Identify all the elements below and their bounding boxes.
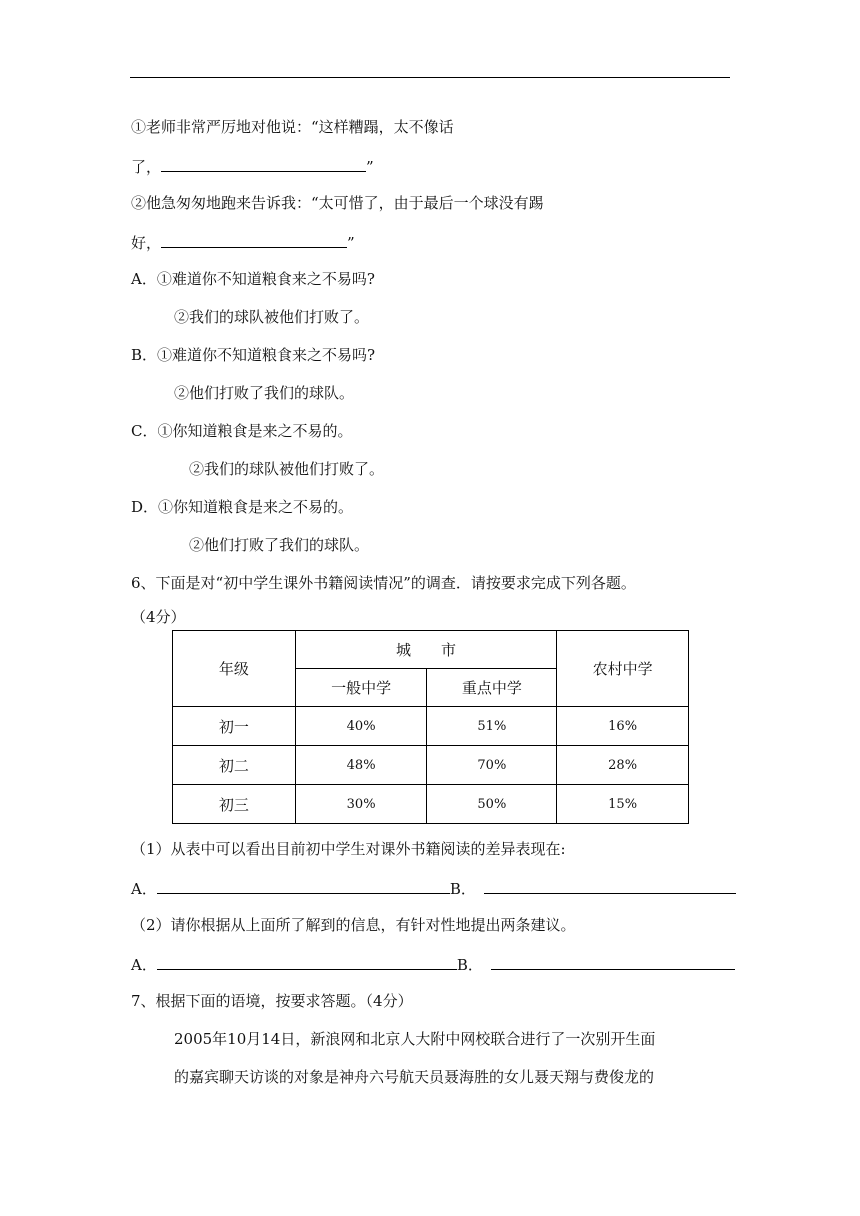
table-row	[173, 707, 689, 746]
cell-grade: 初二	[173, 746, 296, 785]
option-c-second: ②我们的球队被他们打败了。	[189, 460, 385, 478]
header-grade: 年级	[173, 631, 296, 707]
cell-general: 30%	[295, 785, 427, 824]
q5-line-2: 了， ”	[131, 155, 374, 177]
q6-sub1-answers	[131, 877, 736, 899]
option-b-second: ②他们打败了我们的球队。	[174, 384, 355, 402]
option-c-label: C．	[131, 422, 158, 440]
q7-paragraph-line-2: 的嘉宾聊天访谈的对象是神舟六号航天员聂海胜的女儿聂天翔与费俊龙的	[174, 1068, 655, 1086]
q6-sub2-answers	[131, 953, 735, 975]
table-row	[173, 746, 689, 785]
answer-blank[interactable]	[161, 155, 366, 172]
header-rural: 农村中学	[557, 631, 689, 707]
cell-grade: 初三	[173, 785, 296, 824]
q6-sub2: （2）请你根据从上面所了解到的信息，有针对性地提出两条建议。	[131, 916, 576, 934]
cell-key: 50%	[427, 785, 557, 824]
cell-general: 48%	[295, 746, 427, 785]
answer-a-blank[interactable]	[157, 877, 450, 894]
table-row	[173, 785, 689, 824]
q6-sub1: （1）从表中可以看出目前初中学生对课外书籍阅读的差异表现在:	[131, 840, 566, 858]
answer-b-blank[interactable]	[491, 953, 735, 970]
header-key-school: 重点中学	[427, 669, 557, 707]
cell-rural: 28%	[557, 746, 689, 785]
option-b	[131, 345, 375, 365]
cell-general: 40%	[295, 707, 427, 746]
header-city: 城 市	[295, 631, 557, 669]
option-c-first: ①你知道粮食是来之不易的。	[157, 422, 353, 440]
q5-line-3: ②他急匆匆地跑来告诉我：“太可惜了，由于最后一个球没有踢	[131, 194, 544, 212]
cell-rural: 15%	[557, 785, 689, 824]
answer-b-label: B．	[449, 880, 476, 898]
option-a	[131, 269, 375, 289]
q5-line-1: ①老师非常严厉地对他说：“这样糟蹋，太不像话	[131, 118, 454, 136]
answer-b-blank[interactable]	[484, 877, 736, 894]
q7-question: 7、根据下面的语境，按要求答题。（4分）	[131, 992, 413, 1010]
cell-key: 70%	[427, 746, 557, 785]
answer-a-label: A．	[131, 956, 157, 974]
option-b-first: ①难道你不知道粮食来之不易吗?	[157, 346, 376, 364]
option-a-first: ①难道你不知道粮食来之不易吗?	[156, 270, 375, 288]
answer-a-blank[interactable]	[157, 953, 457, 970]
cell-grade: 初一	[173, 707, 296, 746]
option-d-label: D．	[131, 498, 159, 516]
option-d-second: ②他们打败了我们的球队。	[189, 536, 370, 554]
option-c	[131, 421, 353, 441]
q6-score: （4分）	[131, 608, 186, 626]
q6-question: 6、下面是对“初中学生课外书籍阅读情况”的调查．请按要求完成下列各题。	[131, 574, 636, 592]
q5-line-4: 好， ”	[131, 231, 355, 253]
answer-a-label: A．	[131, 880, 157, 898]
option-b-label: B．	[131, 346, 158, 364]
option-a-second: ②我们的球队被他们打败了。	[174, 308, 370, 326]
answer-blank[interactable]	[161, 231, 347, 248]
option-d-first: ①你知道粮食是来之不易的。	[158, 498, 354, 516]
survey-table	[172, 630, 689, 824]
option-a-label: A．	[131, 270, 157, 288]
cell-key: 51%	[427, 707, 557, 746]
option-d	[131, 497, 353, 517]
answer-b-label: B．	[456, 956, 483, 974]
cell-rural: 16%	[557, 707, 689, 746]
header-rule	[130, 77, 730, 78]
q7-paragraph-line-1: 2005年10月14日，新浪网和北京人大附中网校联合进行了一次别开生面	[174, 1030, 656, 1048]
header-general-school: 一般中学	[295, 669, 427, 707]
